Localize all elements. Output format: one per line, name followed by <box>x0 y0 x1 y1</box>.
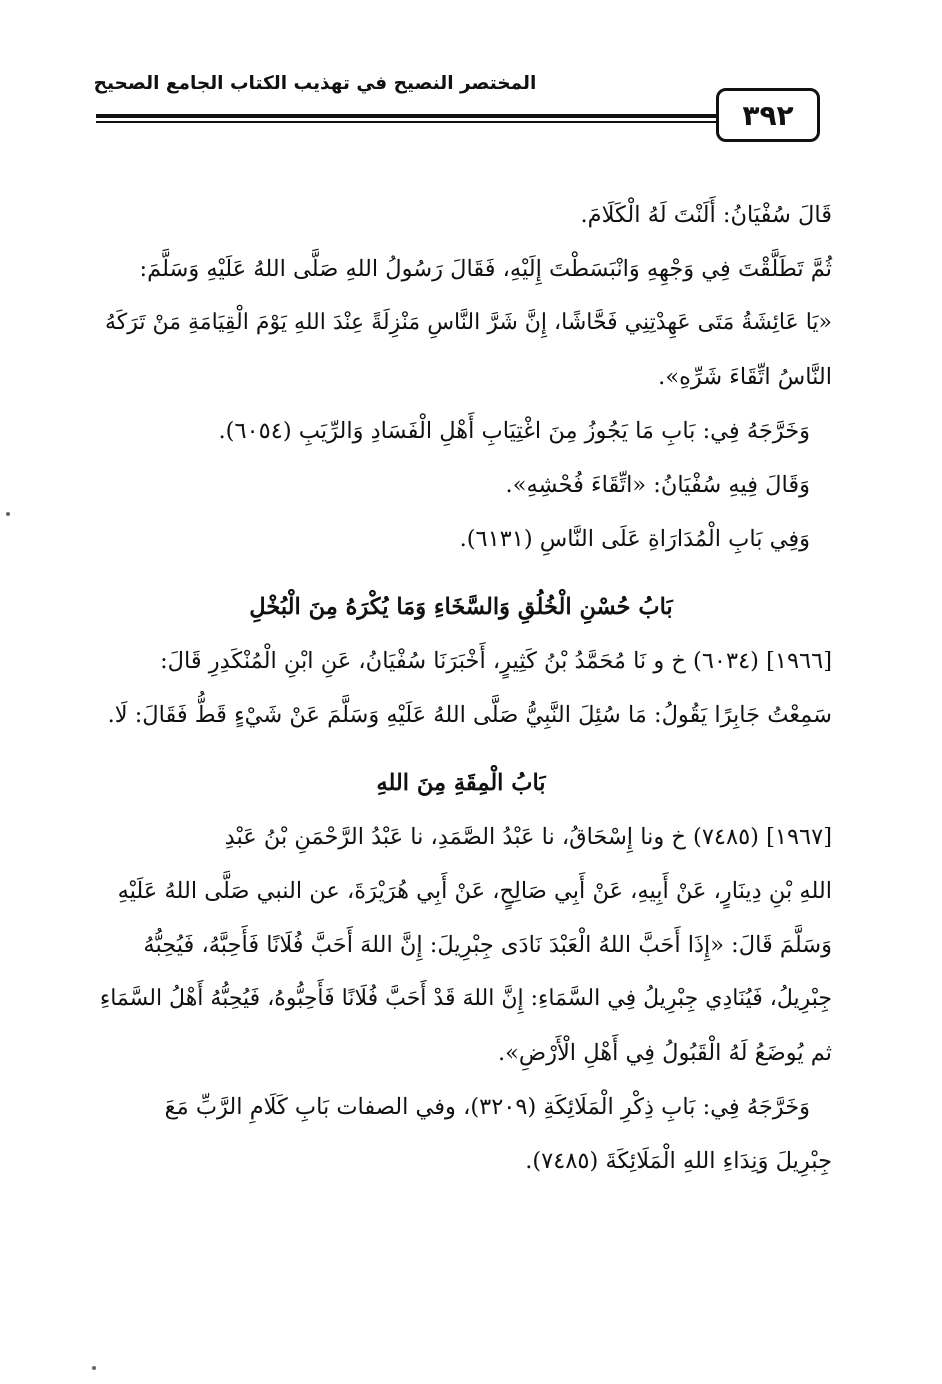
section-heading: بَابُ حُسْنِ الْخُلُقِ وَالسَّخَاءِ وَمَا يُكْرَهُ مِنَ الْبُخْلِ <box>249 594 673 620</box>
body-line: وَقَالَ فِيهِ سُفْيَانُ: «اتِّقَاءَ فُحْشِهِ». <box>505 472 810 498</box>
body-line: [١٩٦٧] (٧٤٨٥) خ ونا إِسْحَاقُ، نا عَبْدُ الصَّمَدِ، نا عَبْدُ الرَّحْمَنِ بْنُ عَبْدِ <box>224 824 832 850</box>
running-title: المختصر النصيح في تهذيب الكتاب الجامع الصحيح <box>93 73 537 94</box>
body-line: جِبْرِيلَ وَنِدَاءِ اللهِ الْمَلَائِكَةَ (٧٤٨٥). <box>525 1148 832 1174</box>
body-line: اللهِ بْنِ دِينَارٍ، عَنْ أَبِيهِ، عَنْ أَبِي صَالِحٍ، عَنْ أَبِي هُرَيْرَةَ، عن النبي صَلَّى اللهُ عَلَيْهِ <box>117 878 832 904</box>
body-line: «يَا عَائِشَةُ مَتَى عَهِدْتِنِي فَحَّاشًا، إِنَّ شَرَّ النَّاسِ مَنْزِلَةً عِنْدَ اللهِ يَوْمَ الْقِيَامَةِ مَنْ تَرَكَهُ <box>104 310 832 335</box>
scan-speck <box>92 1366 96 1370</box>
body-line: النَّاسُ اتِّقَاءَ شَرِّهِ». <box>658 364 832 390</box>
body-line: وَسَلَّمَ قَالَ: «إِذَا أَحَبَّ اللهُ الْعَبْدَ نَادَى جِبْرِيلَ: إِنَّ اللهَ أَحَبَّ فُلَانًا فَأَحِبَّهُ، فَيُحِبُّهُ <box>143 932 832 958</box>
page-body <box>90 188 832 1188</box>
header-rule-thick <box>96 114 720 118</box>
body-line: وَخَرَّجَهُ فِي: بَابِ مَا يَجُوزُ مِنَ اغْتِيَابِ أَهْلِ الْفَسَادِ وَالرِّيَبِ (٦٠٥٤). <box>218 418 810 444</box>
body-line: جِبْرِيلُ، فَيُنَادِي جِبْرِيلُ فِي السَّمَاءِ: إِنَّ اللهَ قَدْ أَحَبَّ فُلَانًا فَأَحِبُّوهُ، فَيُحِبُّهُ أَهْلُ السَّمَاءِ <box>99 986 832 1011</box>
body-line: [١٩٦٦] (٦٠٣٤) خ و نَا مُحَمَّدُ بْنُ كَثِيرٍ، أَخْبَرَنَا سُفْيَانُ، عَنِ ابْنِ الْمُنْكَدِرِ قَالَ: <box>160 648 832 674</box>
body-line: سَمِعْتُ جَابِرًا يَقُولُ: مَا سُئِلَ النَّبِيُّ صَلَّى اللهُ عَلَيْهِ وَسَلَّمَ عَنْ شَيْءٍ قَطُّ فَقَالَ: لَا. <box>107 702 832 728</box>
page-number-box <box>716 88 820 142</box>
body-line: ثُمَّ تَطَلَّقْتَ فِي وَجْهِهِ وَانْبَسَطْتَ إِلَيْهِ، فَقَالَ رَسُولُ اللهِ صَلَّى اللهُ عَلَيْهِ وَسَلَّمَ: <box>139 256 832 282</box>
scan-speck <box>6 512 10 516</box>
body-line: قَالَ سُفْيَانُ: أَلَنْتَ لَهُ الْكَلَامَ. <box>580 202 832 228</box>
page-number: ٣٩٢ <box>742 98 794 132</box>
section-heading: بَابُ الْمِقَةِ مِنَ اللهِ <box>376 770 546 796</box>
header-rule-thin <box>96 121 720 123</box>
body-line: وَفِي بَابِ الْمُدَارَاةِ عَلَى النَّاسِ (٦١٣١). <box>459 526 810 552</box>
body-line: وَخَرَّجَهُ فِي: بَابِ ذِكْرِ الْمَلَائِكَةِ (٣٢٠٩)، وفي الصفات بَابِ كَلَامِ الرَّبِّ مَعَ <box>164 1094 810 1120</box>
body-line: ثم يُوضَعُ لَهُ الْقَبُولُ فِي أَهْلِ الْأَرْضِ». <box>497 1040 832 1066</box>
